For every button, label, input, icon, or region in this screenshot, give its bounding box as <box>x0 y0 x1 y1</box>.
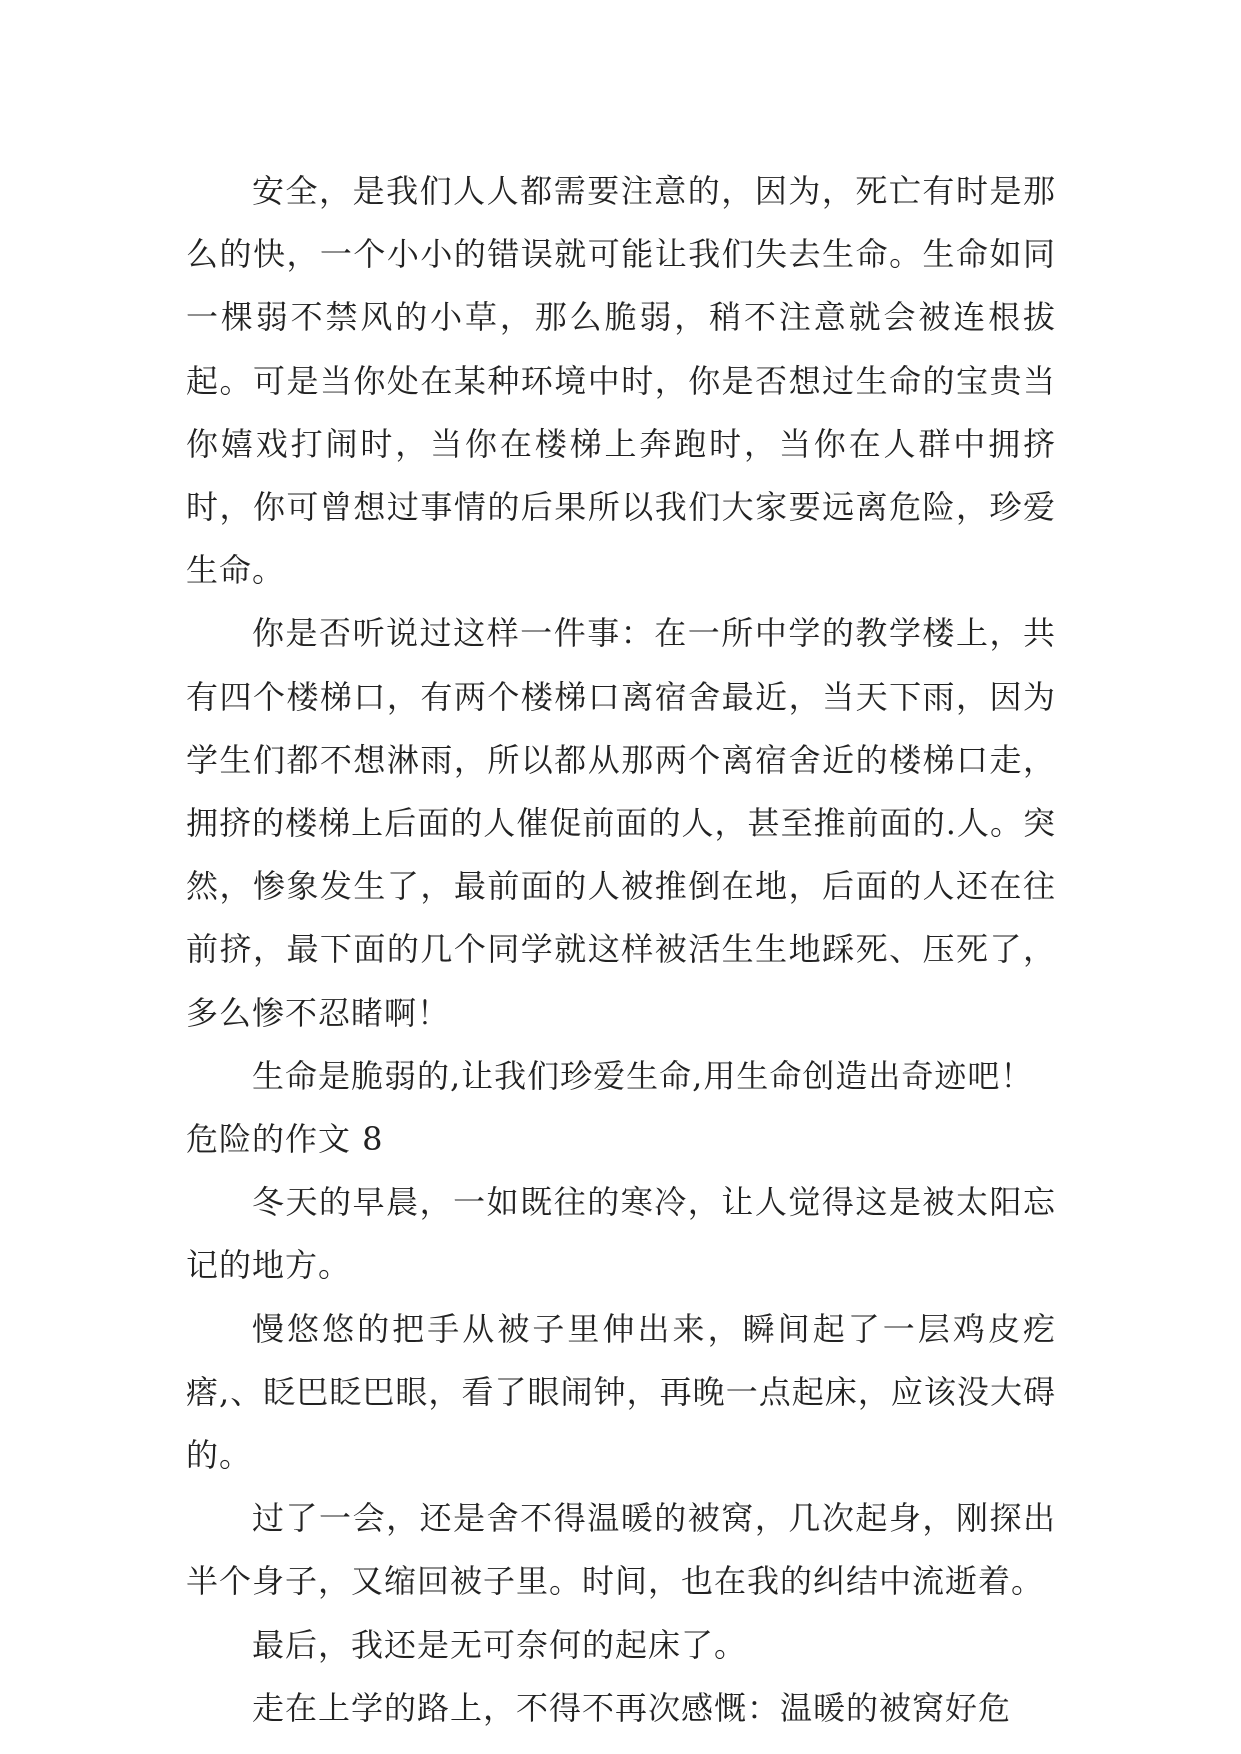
paragraph-stairway-story: 你是否听说过这样一件事：在一所中学的教学楼上，共有四个楼梯口，有两个楼梯口离宿舍最近，当天下雨，因为学生们都不想淋雨，所以都从那两个离宿舍近的楼梯口走，拥挤的楼梯上后面的人催促前面的人，甚至推前面的.人。突然，惨象发生了，最前面的人被推倒在地，后面的人还在往前挤，最下面的几个同学就这样被活生生地踩死、压死了，多么惨不忍睹啊！ <box>186 614 1056 1032</box>
paragraph-hand-out: 慢悠悠的把手从被子里伸出来，瞬间起了一层鸡皮疙瘩,、眨巴眨巴眼，看了眼闹钟，再晚一点起床，应该没大碍的。 <box>186 1309 1056 1475</box>
paragraph-winter-morning: 冬天的早晨，一如既往的寒冷，让人觉得这是被太阳忘记的地方。 <box>186 1183 1056 1285</box>
paragraph-safety-intro: 安全，是我们人人都需要注意的，因为，死亡有时是那么的快，一个小小的错误就可能让我们失去生命。生命如同一棵弱不禁风的小草，那么脆弱，稍不注意就会被连根拔起。可是当你处在某种环境中时，你是否想过生命的宝贵当你嬉戏打闹时，当你在楼梯上奔跑时，当你在人群中拥挤时，你可曾想过事情的后果所以我们大家要远离危险，珍爱生命。 <box>186 172 1056 590</box>
document-body <box>186 160 1056 1740</box>
paragraph-cherish-life: 生命是脆弱的,让我们珍爱生命,用生命创造出奇迹吧！ <box>252 1056 1034 1095</box>
paragraph-get-up: 最后，我还是无可奈何的起床了。 <box>252 1625 748 1664</box>
paragraph-way-to-school: 走在上学的路上，不得不再次感慨：温暖的被窝好危 <box>252 1688 1012 1727</box>
paragraph-warm-quilt: 过了一会，还是舍不得温暖的被窝，几次起身，刚探出半个身子，又缩回被子里。时间，也在我的纠结中流逝着。 <box>186 1499 1056 1601</box>
essay-heading: 危险的作文 8 <box>186 1120 384 1159</box>
